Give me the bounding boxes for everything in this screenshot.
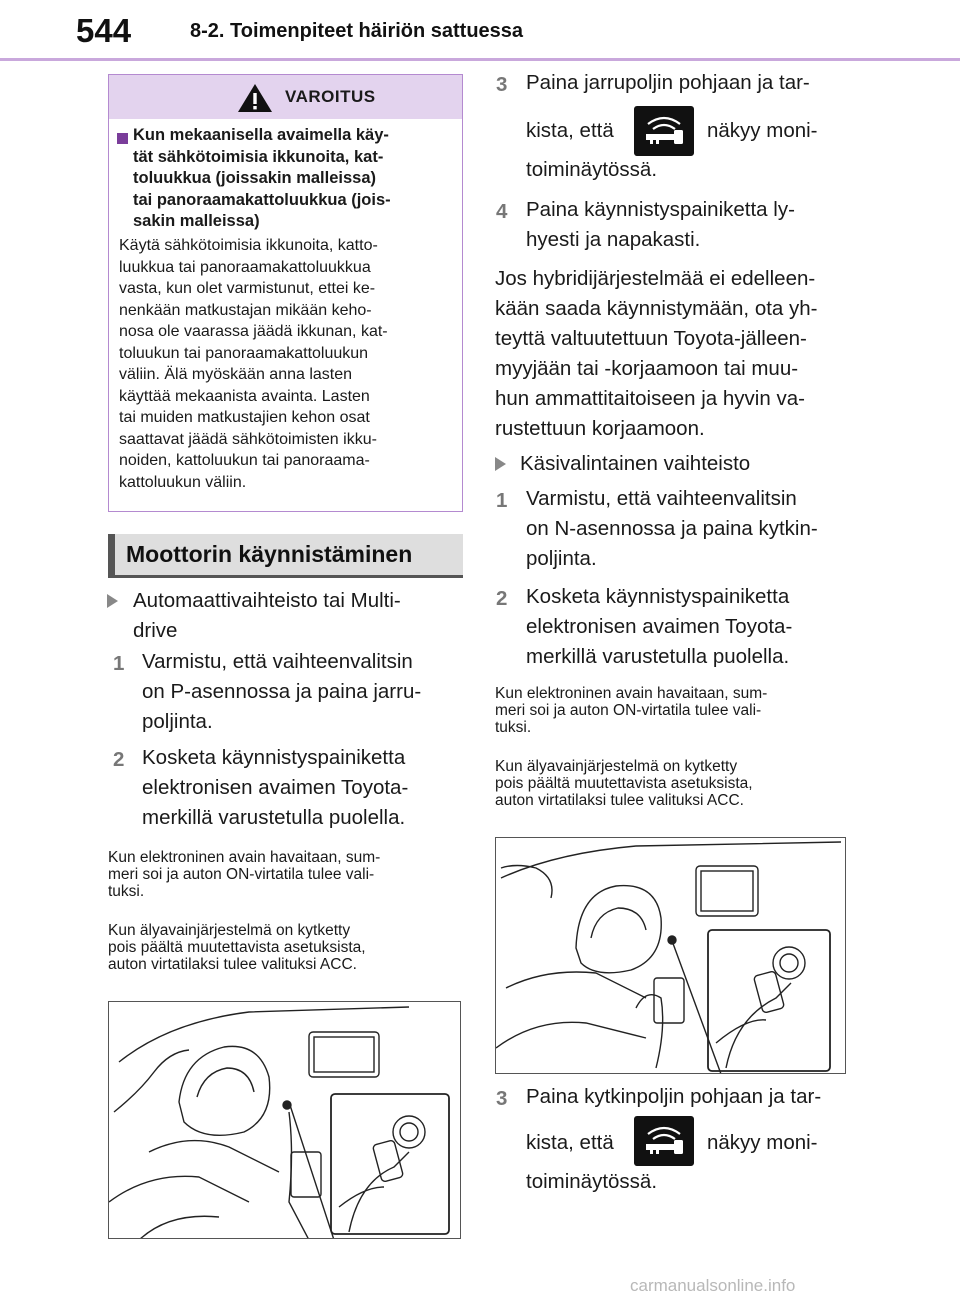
text-line: teyttä valtuutettuun Toyota-jälleen- <box>495 327 807 350</box>
text-line: saattavat jäädä sähkötoimisten ikku- <box>119 430 377 448</box>
text-line: auton virtatilaksi tulee valituksi ACC. <box>108 956 357 973</box>
step-text: toiminäytössä. <box>526 158 658 181</box>
text-line: on N-asennossa ja paina kytkin- <box>526 517 818 540</box>
text-line: merkillä varustetulla puolella. <box>526 645 790 668</box>
text-line: Kun elektroninen avain havaitaan, sum- <box>108 849 381 866</box>
text-line: myyjään tai -korjaamoon tai muu- <box>495 357 799 380</box>
text-line: toluukun tai panoraamakattoluukun <box>119 344 369 362</box>
text-line: tuksi. <box>108 883 145 900</box>
text-line: nosa ole vaarassa jäädä ikkunan, kat- <box>119 323 388 340</box>
note-text <box>108 849 380 900</box>
warning-box <box>108 74 463 512</box>
text-line: elektronisen avaimen Toyota- <box>526 615 793 638</box>
step-text: näkyy moni- <box>707 1131 818 1154</box>
warning-triangle-icon <box>237 83 273 113</box>
warning-title: VAROITUS <box>285 87 376 106</box>
text-line: auton virtatilaksi tulee valituksi ACC. <box>495 792 744 809</box>
text-line: rustettuun korjaamoon. <box>495 417 705 440</box>
key-indicator-icon <box>634 106 694 156</box>
text-line: sakin malleissa) <box>133 212 260 230</box>
note-text <box>495 685 767 736</box>
text-line: toluukkua (joissakin malleissa) <box>133 169 377 187</box>
text-line: pois päältä muutettavista asetuksista, <box>108 939 366 956</box>
text-line: tai panoraamakattoluukkua (jois- <box>133 190 391 209</box>
text-line: väliin. Älä myöskään anna lasten <box>119 366 353 383</box>
driver-pressing-start-button-illustration <box>108 1001 461 1239</box>
section-heading: Moottorin käynnistäminen <box>126 541 413 567</box>
subheading-automatic <box>133 586 401 646</box>
step-text <box>526 484 818 574</box>
text-line: Käytä sähkötoimisia ikkunoita, katto- <box>119 237 378 254</box>
step-text: Paina jarrupoljin pohjaan ja tar- <box>526 71 810 94</box>
text-line: hyesti ja napakasti. <box>526 228 701 251</box>
step-number: 3 <box>496 1087 508 1110</box>
text-line: elektronisen avaimen Toyota- <box>142 776 409 799</box>
text-line: käyttää mekaanista avainta. Lasten <box>119 387 370 405</box>
text-line: kään saada käynnistymään, ota yh- <box>495 297 818 320</box>
text-line: merkillä varustetulla puolella. <box>142 806 406 829</box>
note-text <box>108 922 366 973</box>
step-text: kista, että <box>526 119 614 142</box>
section-title: 8-2. Toimenpiteet häiriön sattuessa <box>190 20 524 42</box>
text-line: Kun mekaanisella avaimella käy- <box>133 126 389 144</box>
header-divider <box>0 58 960 61</box>
text-line: Varmistu, että vaihteenvalitsin <box>142 650 413 673</box>
text-line: pois päältä muutettavista asetuksista, <box>495 775 753 792</box>
arrow-bullet-icon <box>107 594 118 608</box>
text-line: tai muiden matkustajien kehon osat <box>119 409 370 426</box>
text-line: tät sähkötoimisia ikkunoita, kat- <box>133 147 384 166</box>
text-line: noiden, kattoluukun tai panoraama- <box>119 452 370 469</box>
text-line: nenkään matkustajan mikään keho- <box>119 301 372 319</box>
page-number: 544 <box>76 12 132 49</box>
paragraph-text <box>495 264 818 444</box>
step-text: toiminäytössä. <box>526 1170 658 1193</box>
text-line: Varmistu, että vaihteenvalitsin <box>526 487 797 510</box>
text-line: Kun älyavainjärjestelmä on kytketty <box>108 922 351 939</box>
step-text <box>526 582 792 672</box>
text-line: poljinta. <box>142 710 213 733</box>
section-heading-bar <box>108 534 463 578</box>
text-line: drive <box>133 619 178 642</box>
text-line: Paina käynnistyspainiketta ly- <box>526 198 795 221</box>
arrow-bullet-icon <box>495 457 506 471</box>
page-header <box>0 0 960 62</box>
step-number: 4 <box>496 200 508 223</box>
step-number: 1 <box>113 652 125 675</box>
note-text <box>495 758 753 809</box>
text-line: meri soi ja auton ON-virtatila tulee vali- <box>495 702 762 719</box>
step-text: kista, että <box>526 1131 614 1154</box>
step-number: 1 <box>496 489 508 512</box>
step-text <box>142 647 421 737</box>
text-line: Kun elektroninen avain havaitaan, sum- <box>495 685 768 702</box>
driver-pressing-start-button-illustration <box>495 837 846 1074</box>
text-line: Kun älyavainjärjestelmä on kytketty <box>495 758 738 775</box>
key-indicator-icon <box>634 1116 694 1166</box>
text-line: Kosketa käynnistyspainiketta <box>142 746 406 769</box>
step-text <box>526 195 795 255</box>
text-line: luukkua tai panoraamakattoluukkua <box>119 258 371 276</box>
bullet-square-icon <box>117 133 128 144</box>
warning-heading <box>133 125 455 233</box>
step-number: 3 <box>496 73 508 96</box>
step-text: Paina kytkinpoljin pohjaan ja tar- <box>526 1085 822 1108</box>
text-line: Kosketa käynnistyspainiketta <box>526 585 790 608</box>
warning-header <box>109 75 462 119</box>
step-number: 2 <box>113 748 125 771</box>
warning-body <box>119 235 455 493</box>
subheading-manual: Käsivalintainen vaihteisto <box>520 452 751 475</box>
text-line: poljinta. <box>526 547 597 570</box>
text-line: kattoluukun väliin. <box>119 473 247 491</box>
watermark: carmanualsonline.info <box>630 1276 796 1295</box>
step-text <box>142 743 408 833</box>
text-line: Automaattivaihteisto tai Multi- <box>133 589 401 612</box>
text-line: on P-asennossa ja paina jarru- <box>142 680 422 703</box>
text-line: Jos hybridijärjestelmää ei edelleen- <box>495 267 816 290</box>
text-line: meri soi ja auton ON-virtatila tulee vali- <box>108 866 375 883</box>
step-number: 2 <box>496 587 508 610</box>
text-line: vasta, kun olet varmistunut, ettei ke- <box>119 280 376 297</box>
heading-accent <box>108 534 115 575</box>
text-line: tuksi. <box>495 719 532 736</box>
step-text: näkyy moni- <box>707 119 818 142</box>
text-line: hun ammattitaitoiseen ja hyvin va- <box>495 387 805 410</box>
